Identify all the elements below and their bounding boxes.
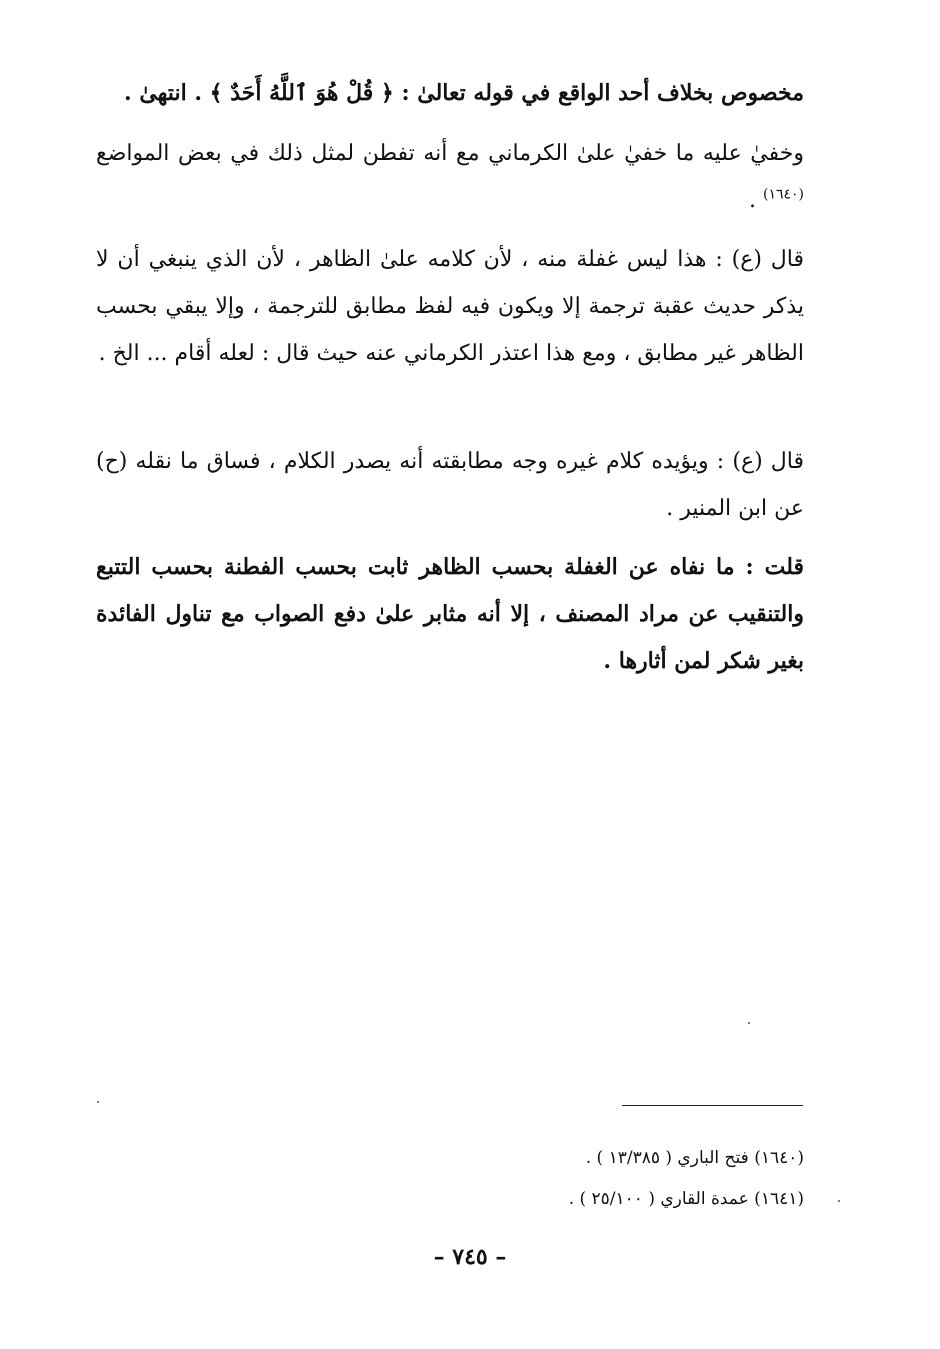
paragraph-4-text: قال (ع) : ويؤيده كلام غيره وجه مطابقته أنه يصدر الكلام ، فساق ما نقله (ح) عن ابن المنير . [96, 449, 804, 521]
paragraph-3-text: قال (ع) : هذا ليس غفلة منه ، لأن كلامه علىٰ الظاهر ، لأن الذي ينبغي أن لا يذكر حديث عقبة ترجمة إلا ويكون فيه لفظ مطابق للترجمة ، وإلا يبقي بحسب الظاهر غير مطابق ، ومع هذا اعتذر الكرماني عنه حيث قال : لعله أقام ... الخ . [96, 247, 804, 366]
footnotes [300, 1138, 804, 1220]
footnote-1641: (١٦٤١) عمدة القاري ( ٢٥/١٠٠ ) . [568, 1189, 804, 1209]
paragraph-1 [96, 70, 804, 117]
paragraph-5-text: قلت : ما نفاه عن الغفلة بحسب الظاهر ثابت بحسب الفطنة بحسب التتبع والتنقيب عن مراد المصنف ، إلا أنه مثابر علىٰ دفع الصواب مع تناول الفائدة بغير شكر لمن أثارها . [96, 554, 804, 674]
paragraph-3 [96, 236, 804, 377]
footnote-1640: (١٦٤٠) فتح الباري ( ١٣/٣٨٥ ) . [585, 1148, 804, 1168]
scan-speck [748, 1022, 750, 1024]
paragraph-2-text [96, 130, 804, 224]
page-number: – ٧٤٥ – [433, 1244, 507, 1270]
paragraph-2 [96, 130, 804, 224]
paragraph-1-text: مخصوص بخلاف أحد الواقع في قوله تعالىٰ : ﴿ قُلْ هُوَ ٱللَّهُ أَحَدٌ ﴾ . انتهىٰ . [124, 80, 804, 106]
footnote-ref-1640[interactable]: (١٦٤٠) [762, 186, 804, 203]
paragraph-4 [96, 438, 804, 532]
footnote-separator [622, 1105, 803, 1106]
paragraph-5 [96, 544, 804, 685]
paragraph-2-end: . [748, 188, 763, 213]
scan-speck [97, 1101, 99, 1103]
paragraph-2-body: وخفيٰ عليه ما خفيٰ علىٰ الكرماني مع أنه تفطن لمثل ذلك في بعض المواضع [96, 141, 804, 166]
scan-speck [838, 1200, 840, 1202]
